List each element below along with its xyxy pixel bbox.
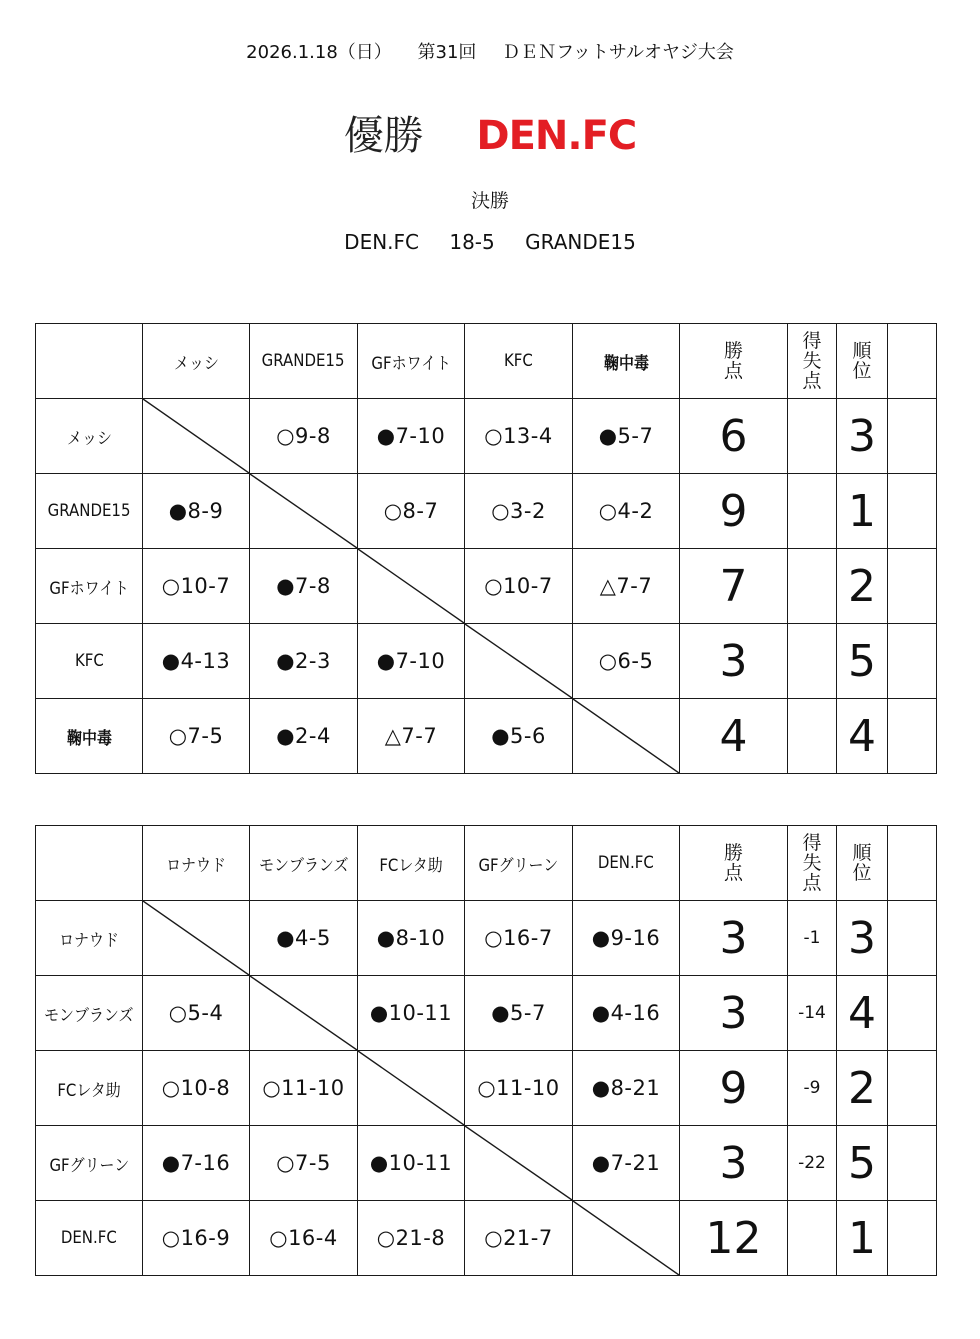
match-result: ○9-8 bbox=[276, 424, 331, 448]
rank-cell bbox=[837, 1201, 888, 1276]
diff-cell bbox=[788, 474, 837, 549]
diagonal-cell bbox=[573, 699, 680, 774]
diff-value: -9 bbox=[803, 1078, 821, 1098]
diagonal-cell bbox=[250, 474, 358, 549]
result-cell bbox=[358, 1126, 465, 1201]
result-cell bbox=[573, 474, 680, 549]
result-cell bbox=[250, 399, 358, 474]
match-result: △7-7 bbox=[384, 724, 438, 748]
diff-cell bbox=[788, 1051, 837, 1126]
result-cell bbox=[143, 1201, 250, 1276]
row-header bbox=[36, 1201, 143, 1276]
points-header-label: 勝点 bbox=[723, 842, 743, 884]
result-cell bbox=[465, 976, 573, 1051]
diagonal-cell bbox=[573, 1201, 680, 1276]
diff-header-label: 得失点 bbox=[802, 330, 822, 392]
match-result: ○10-7 bbox=[161, 574, 231, 598]
diagonal-line bbox=[358, 1051, 464, 1125]
match-result: ○11-10 bbox=[262, 1076, 345, 1100]
final-team-1: DEN.FC bbox=[344, 230, 419, 254]
row-header bbox=[36, 474, 143, 549]
column-header bbox=[358, 324, 465, 399]
points-value: 9 bbox=[719, 485, 748, 537]
match-result: ●7-10 bbox=[376, 424, 446, 448]
match-result: ○21-8 bbox=[376, 1226, 446, 1250]
match-result: ○3-2 bbox=[491, 499, 546, 523]
diagonal-line bbox=[143, 399, 249, 473]
diff-cell bbox=[788, 1126, 837, 1201]
match-result: ○5-4 bbox=[168, 1001, 224, 1025]
table-row bbox=[36, 624, 937, 699]
diagonal-line bbox=[143, 901, 249, 975]
diagonal-cell bbox=[358, 549, 465, 624]
table-row bbox=[36, 976, 937, 1051]
diff-value: -22 bbox=[798, 1153, 826, 1173]
points-value: 3 bbox=[719, 987, 748, 1039]
blank-column-cell bbox=[888, 474, 937, 549]
match-result: ●4-13 bbox=[161, 649, 231, 673]
blank-column-cell bbox=[888, 1201, 937, 1276]
event-header bbox=[0, 38, 980, 64]
diagonal-cell bbox=[143, 901, 250, 976]
blank-column-cell bbox=[888, 1126, 937, 1201]
rank-cell bbox=[837, 976, 888, 1051]
row-header bbox=[36, 1051, 143, 1126]
result-cell bbox=[143, 976, 250, 1051]
rank-header-label: 順位 bbox=[852, 340, 872, 382]
column-header bbox=[143, 826, 250, 901]
column-header-label: GRANDE15 bbox=[262, 351, 345, 371]
column-header-label: GFホワイト bbox=[371, 353, 451, 374]
diff-header-label: 得失点 bbox=[802, 832, 822, 894]
diff-value: -1 bbox=[803, 928, 821, 948]
match-result: ●9-16 bbox=[591, 926, 661, 950]
match-result: ●7-10 bbox=[376, 649, 446, 673]
match-result: ●4-16 bbox=[591, 1001, 661, 1025]
blank-column-cell bbox=[888, 826, 937, 901]
rank-cell bbox=[837, 699, 888, 774]
row-header bbox=[36, 699, 143, 774]
match-result: ●5-7 bbox=[598, 424, 654, 448]
result-cell bbox=[358, 474, 465, 549]
match-result: △7-7 bbox=[599, 574, 653, 598]
header-row bbox=[36, 826, 937, 901]
team-name: KFC bbox=[74, 651, 104, 671]
team-name: モンブランズ bbox=[44, 1005, 134, 1026]
table-row bbox=[36, 549, 937, 624]
row-header bbox=[36, 399, 143, 474]
result-cell bbox=[143, 474, 250, 549]
match-result: ●8-10 bbox=[376, 926, 446, 950]
row-header bbox=[36, 1126, 143, 1201]
diagonal-line bbox=[465, 624, 572, 698]
row-header bbox=[36, 976, 143, 1051]
table-row bbox=[36, 1126, 937, 1201]
rank-value: 5 bbox=[848, 1137, 876, 1189]
rank-cell bbox=[837, 399, 888, 474]
diagonal-line bbox=[573, 1201, 679, 1275]
event-date: 2026.1.18（日） bbox=[246, 42, 392, 63]
column-header bbox=[358, 826, 465, 901]
match-result: ●10-11 bbox=[369, 1151, 453, 1175]
rank-value: 1 bbox=[848, 1212, 876, 1264]
rank-cell bbox=[837, 1051, 888, 1126]
match-result: ○16-7 bbox=[484, 926, 553, 950]
column-header-label: FCレタ助 bbox=[379, 855, 443, 876]
blank-column-cell bbox=[888, 624, 937, 699]
rank-value: 4 bbox=[848, 710, 876, 762]
match-result: ○10-7 bbox=[484, 574, 553, 598]
diff-header bbox=[788, 826, 837, 901]
rank-value: 5 bbox=[848, 635, 876, 687]
result-cell bbox=[573, 399, 680, 474]
result-cell bbox=[358, 901, 465, 976]
diagonal-cell bbox=[465, 624, 573, 699]
rank-cell bbox=[837, 624, 888, 699]
rank-value: 1 bbox=[848, 485, 876, 537]
result-cell bbox=[465, 901, 573, 976]
diff-cell bbox=[788, 399, 837, 474]
column-header bbox=[250, 826, 358, 901]
table-row bbox=[36, 1201, 937, 1276]
rank-header bbox=[837, 324, 888, 399]
result-cell bbox=[143, 624, 250, 699]
match-result: ●8-21 bbox=[591, 1076, 661, 1100]
result-cell bbox=[573, 549, 680, 624]
points-cell bbox=[680, 1201, 788, 1276]
column-header-label: ロナウド bbox=[166, 855, 226, 876]
row-header bbox=[36, 901, 143, 976]
points-cell bbox=[680, 549, 788, 624]
diff-cell bbox=[788, 976, 837, 1051]
event-edition: 第31回 bbox=[417, 42, 477, 63]
points-value: 3 bbox=[719, 912, 748, 964]
blank-column-cell bbox=[888, 324, 937, 399]
diff-cell bbox=[788, 549, 837, 624]
table-row bbox=[36, 1051, 937, 1126]
points-cell bbox=[680, 699, 788, 774]
points-header bbox=[680, 324, 788, 399]
row-header bbox=[36, 624, 143, 699]
match-result: ○16-9 bbox=[161, 1226, 231, 1250]
rank-cell bbox=[837, 1126, 888, 1201]
match-result: ○21-7 bbox=[484, 1226, 553, 1250]
blank-column-cell bbox=[888, 699, 937, 774]
final-result bbox=[0, 230, 980, 254]
result-cell bbox=[250, 1201, 358, 1276]
match-result: ●10-11 bbox=[369, 1001, 453, 1025]
match-result: ○7-5 bbox=[276, 1151, 331, 1175]
blank-column-cell bbox=[888, 399, 937, 474]
result-cell bbox=[250, 549, 358, 624]
points-value: 12 bbox=[705, 1212, 762, 1264]
result-cell bbox=[143, 699, 250, 774]
blank-column-cell bbox=[888, 549, 937, 624]
header-row bbox=[36, 324, 937, 399]
blank-column-cell bbox=[888, 901, 937, 976]
result-cell bbox=[573, 1126, 680, 1201]
points-cell bbox=[680, 1126, 788, 1201]
match-result: ○4-2 bbox=[598, 499, 654, 523]
match-result: ○16-4 bbox=[269, 1226, 338, 1250]
result-cell bbox=[250, 901, 358, 976]
blank-column-cell bbox=[888, 1051, 937, 1126]
rank-cell bbox=[837, 549, 888, 624]
league-table-2 bbox=[35, 825, 937, 1276]
rank-value: 2 bbox=[848, 1062, 876, 1114]
corner-cell bbox=[36, 826, 143, 901]
column-header-label: KFC bbox=[504, 351, 533, 371]
diagonal-line bbox=[250, 474, 357, 548]
match-result: ●7-21 bbox=[591, 1151, 661, 1175]
diagonal-cell bbox=[143, 399, 250, 474]
rank-value: 3 bbox=[848, 410, 876, 462]
result-cell bbox=[358, 399, 465, 474]
diagonal-line bbox=[250, 976, 357, 1050]
blank-column-cell bbox=[888, 976, 937, 1051]
match-result: ○8-7 bbox=[383, 499, 439, 523]
result-cell bbox=[358, 624, 465, 699]
points-value: 3 bbox=[719, 1137, 748, 1189]
result-cell bbox=[250, 624, 358, 699]
column-header-label: モンブランズ bbox=[258, 855, 349, 876]
diff-cell bbox=[788, 1201, 837, 1276]
result-cell bbox=[250, 1126, 358, 1201]
rank-value: 2 bbox=[848, 560, 876, 612]
column-header bbox=[250, 324, 358, 399]
diff-header bbox=[788, 324, 837, 399]
points-cell bbox=[680, 901, 788, 976]
result-cell bbox=[573, 1051, 680, 1126]
match-result: ●7-8 bbox=[276, 574, 331, 598]
points-value: 3 bbox=[719, 635, 748, 687]
rank-cell bbox=[837, 901, 888, 976]
result-cell bbox=[250, 1051, 358, 1126]
result-cell bbox=[143, 1126, 250, 1201]
match-result: ○11-10 bbox=[477, 1076, 560, 1100]
result-cell bbox=[250, 699, 358, 774]
result-cell bbox=[358, 699, 465, 774]
table-row bbox=[36, 399, 937, 474]
column-header bbox=[573, 324, 680, 399]
points-cell bbox=[680, 399, 788, 474]
team-name: ロナウド bbox=[59, 930, 119, 951]
match-result: ○13-4 bbox=[484, 424, 553, 448]
rank-value: 3 bbox=[848, 912, 876, 964]
column-header-label: DEN.FC bbox=[598, 853, 654, 873]
team-name: FCレタ助 bbox=[57, 1080, 121, 1101]
row-header bbox=[36, 549, 143, 624]
diff-cell bbox=[788, 699, 837, 774]
team-name: GRANDE15 bbox=[47, 501, 131, 521]
result-cell bbox=[573, 624, 680, 699]
column-header-label: 鞠中毒 bbox=[603, 353, 649, 374]
column-header bbox=[465, 324, 573, 399]
rank-cell bbox=[837, 474, 888, 549]
league-table-1 bbox=[35, 323, 937, 774]
result-cell bbox=[573, 901, 680, 976]
table-row bbox=[36, 474, 937, 549]
table-row bbox=[36, 699, 937, 774]
rank-header bbox=[837, 826, 888, 901]
corner-cell bbox=[36, 324, 143, 399]
team-name: GFホワイト bbox=[49, 578, 129, 599]
diagonal-line bbox=[465, 1126, 572, 1200]
diagonal-line bbox=[573, 699, 679, 773]
match-result: ●7-16 bbox=[161, 1151, 231, 1175]
diagonal-cell bbox=[465, 1126, 573, 1201]
points-value: 7 bbox=[719, 560, 748, 612]
points-header bbox=[680, 826, 788, 901]
rank-header-label: 順位 bbox=[852, 842, 872, 884]
points-cell bbox=[680, 1051, 788, 1126]
match-result: ●5-7 bbox=[491, 1001, 546, 1025]
diagonal-line bbox=[358, 549, 464, 623]
match-result: ●4-5 bbox=[276, 926, 331, 950]
event-title: ＤＥＮフットサルオヤジ大会 bbox=[502, 42, 734, 63]
result-cell bbox=[143, 1051, 250, 1126]
diff-cell bbox=[788, 901, 837, 976]
team-name: メッシ bbox=[66, 428, 112, 449]
diagonal-cell bbox=[250, 976, 358, 1051]
column-header bbox=[143, 324, 250, 399]
final-score: 18-5 bbox=[449, 230, 495, 254]
result-cell bbox=[465, 1201, 573, 1276]
points-header-label: 勝点 bbox=[723, 340, 743, 382]
result-cell bbox=[358, 976, 465, 1051]
team-name: 鞠中毒 bbox=[66, 728, 112, 749]
match-result: ○10-8 bbox=[161, 1076, 231, 1100]
column-header bbox=[573, 826, 680, 901]
match-result: ●2-4 bbox=[276, 724, 331, 748]
team-name: GFグリーン bbox=[49, 1155, 129, 1176]
diff-value: -14 bbox=[798, 1003, 826, 1023]
points-value: 4 bbox=[719, 710, 748, 762]
table-row bbox=[36, 901, 937, 976]
diagonal-cell bbox=[358, 1051, 465, 1126]
points-value: 6 bbox=[719, 410, 748, 462]
result-cell bbox=[143, 549, 250, 624]
result-cell bbox=[465, 699, 573, 774]
result-cell bbox=[573, 976, 680, 1051]
champion-team: DEN.FC bbox=[476, 113, 637, 159]
match-result: ●5-6 bbox=[491, 724, 546, 748]
column-header bbox=[465, 826, 573, 901]
team-name: DEN.FC bbox=[61, 1228, 117, 1248]
result-cell bbox=[465, 399, 573, 474]
champion-label: 優勝 bbox=[343, 113, 424, 159]
points-cell bbox=[680, 976, 788, 1051]
match-result: ○6-5 bbox=[598, 649, 654, 673]
column-header-label: GFグリーン bbox=[478, 855, 559, 876]
match-result: ●2-3 bbox=[276, 649, 331, 673]
champion-banner bbox=[0, 108, 980, 164]
match-result: ○7-5 bbox=[168, 724, 224, 748]
result-cell bbox=[358, 1201, 465, 1276]
points-cell bbox=[680, 474, 788, 549]
result-cell bbox=[465, 1051, 573, 1126]
diff-cell bbox=[788, 624, 837, 699]
final-label: 決勝 bbox=[470, 190, 509, 212]
rank-value: 4 bbox=[848, 987, 876, 1039]
result-cell bbox=[465, 549, 573, 624]
points-value: 9 bbox=[719, 1062, 748, 1114]
column-header-label: メッシ bbox=[173, 353, 219, 374]
match-result: ●8-9 bbox=[168, 499, 224, 523]
points-cell bbox=[680, 624, 788, 699]
final-team-2: GRANDE15 bbox=[525, 230, 636, 254]
result-cell bbox=[465, 474, 573, 549]
